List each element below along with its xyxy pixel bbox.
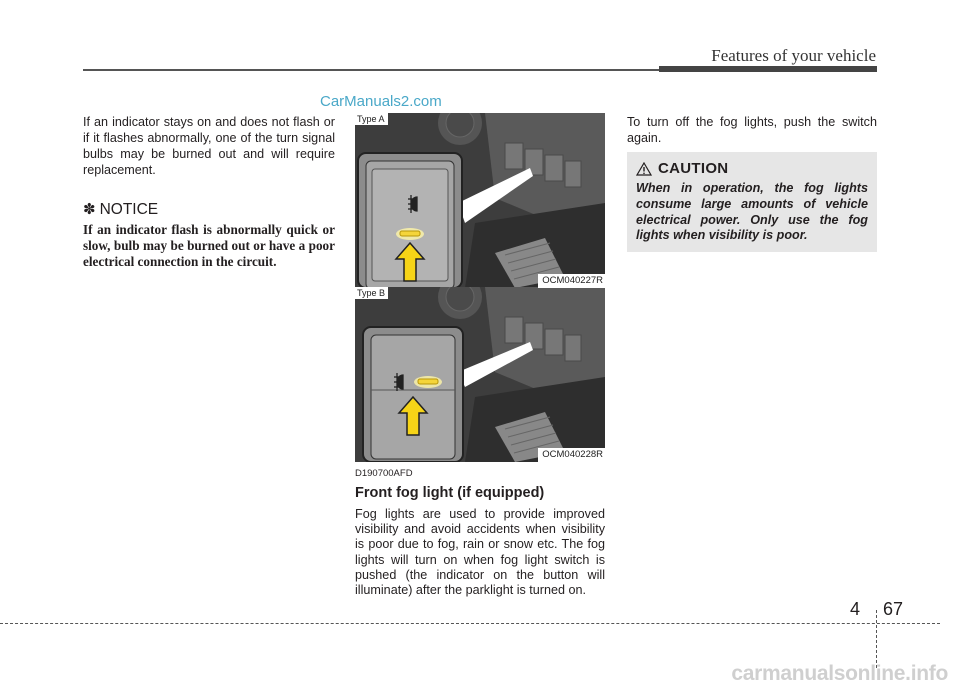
caution-box xyxy=(627,152,877,252)
header-rule xyxy=(83,69,659,71)
chapter-number: 4 xyxy=(850,599,861,619)
figure-code: OCM040227R xyxy=(538,274,605,288)
caution-body: When in operation, the fog lights consume large amounts of vehicle electrical power. Only use the fog lights when visibility is poor. xyxy=(636,181,868,243)
turn-off-paragraph: To turn off the fog lights, push the switch again. xyxy=(627,115,877,145)
fog-switch-illustration xyxy=(355,287,605,462)
caution-heading-text: CAUTION xyxy=(658,160,729,177)
figure-tag: Type B xyxy=(355,287,388,299)
notice-heading xyxy=(83,202,335,218)
page-number: 67 xyxy=(883,599,904,619)
header-bar xyxy=(659,66,877,72)
page-header-title: Features of your vehicle xyxy=(711,46,876,65)
warning-triangle-icon xyxy=(636,162,652,176)
figure-type-b xyxy=(355,287,605,462)
middle-column xyxy=(355,468,605,598)
watermark-bottom[interactable]: carmanualsonline.info xyxy=(731,662,948,685)
footer-divider xyxy=(876,610,877,668)
caution-heading xyxy=(636,160,868,177)
right-column xyxy=(627,114,877,146)
watermark-top[interactable]: CarManuals2.com xyxy=(320,93,442,110)
figure-tag: Type A xyxy=(355,113,388,125)
fog-switch-illustration xyxy=(355,113,605,288)
fog-light-paragraph: Fog lights are used to provide improved visibility and avoid accidents when visibility is poor due to fog, rain or snow etc. The fog lights will turn on when fog light switch is pushed (the indicator on the button will illuminate) after the parklight is turned on. xyxy=(355,507,605,598)
section-title: Front fog light (if equipped) xyxy=(355,485,545,501)
indicator-paragraph: If an indicator stays on and does not flash or if it flashes abnormally, one of the turn signal bulbs may be burned out and will require replacement. xyxy=(83,115,335,177)
notice-heading-text: NOTICE xyxy=(99,201,159,218)
section-code: D190700AFD xyxy=(355,468,413,479)
notice-body: If an indicator flash is abnormally quick or slow, bulb may be burned out or have a poor electrical connection in the circuit. xyxy=(83,222,335,269)
notice-star-icon: ✽ xyxy=(83,201,96,218)
footer-rule xyxy=(0,623,940,624)
left-column xyxy=(83,114,335,270)
figure-code: OCM040228R xyxy=(538,448,605,462)
figure-type-a xyxy=(355,113,605,288)
